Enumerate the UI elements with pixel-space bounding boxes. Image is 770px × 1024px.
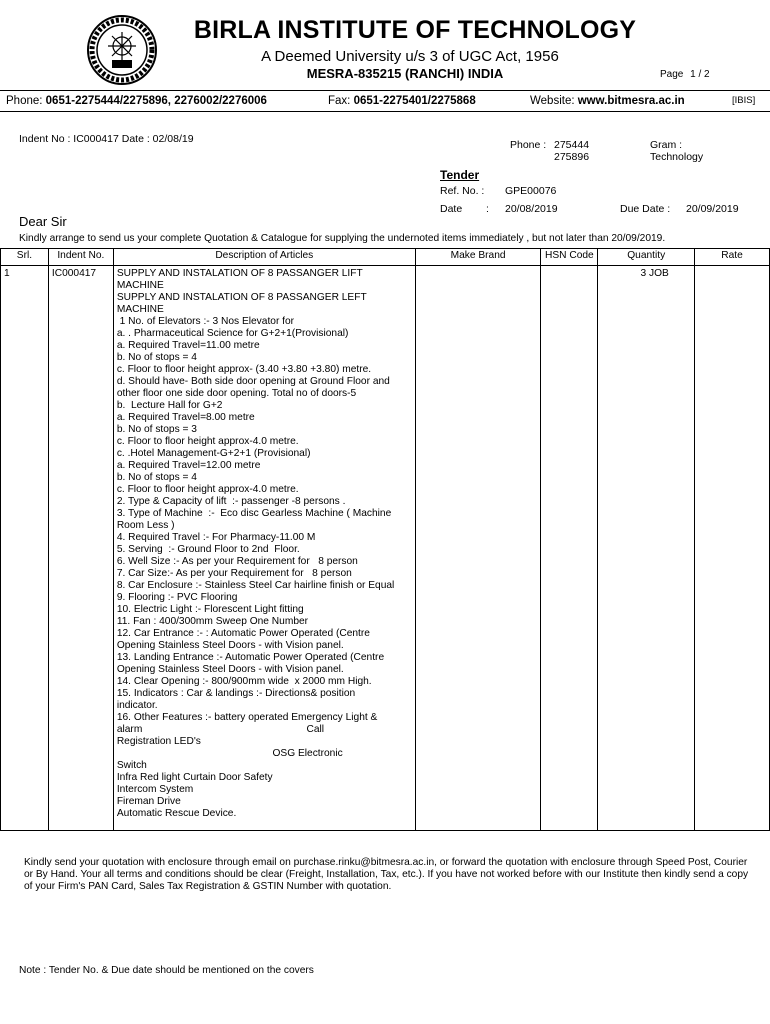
ref-value: GPE00076 — [505, 185, 557, 197]
description-line: 4. Required Travel :- For Pharmacy-11.00 M — [116, 532, 316, 543]
description-line: a. Required Travel=8.00 metre — [116, 412, 255, 423]
date-colon: : — [486, 203, 489, 215]
description-line: Automatic Rescue Device. — [116, 808, 237, 819]
col-header-hsn: HSN Code — [541, 249, 598, 266]
description-line: a. Required Travel=11.00 metre — [116, 340, 260, 351]
fax-value: 0651-2275401/2275868 — [353, 95, 476, 107]
cell-indent: IC000417 — [48, 266, 113, 831]
fax-label: Fax: — [328, 95, 351, 107]
description-line: b. No of stops = 3 — [116, 424, 197, 435]
description-line: c. Floor to floor height approx-4.0 metre. — [116, 484, 299, 495]
description-line: Infra Red light Curtain Door Safety — [116, 772, 273, 783]
description-line: Intercom System — [116, 784, 194, 795]
table-row — [1, 266, 770, 831]
description-line: 15. Indicators : Car & landings :- Directions& position — [116, 688, 356, 699]
ibis-code: [IBIS] — [732, 95, 756, 106]
description-line: 1 No. of Elevators :- 3 Nos Elevator for — [116, 316, 295, 327]
col-header-rate: Rate — [695, 249, 770, 266]
contact-bar — [0, 90, 770, 112]
description-line: 11. Fan : 400/300mm Sweep One Number — [116, 616, 309, 627]
phone-value: 0651-2275444/2275896, 2276002/2276006 — [45, 95, 267, 107]
institute-subtitle: A Deemed University u/s 3 of UGC Act, 1956 — [261, 48, 559, 65]
institute-title: BIRLA INSTITUTE OF TECHNOLOGY — [193, 16, 637, 44]
description-line: MACHINE — [116, 280, 164, 291]
description-line: 6. Well Size :- As per your Requirement for 8 person — [116, 556, 358, 567]
description-line: b. Lecture Hall for G+2 — [116, 400, 223, 411]
cell-rate — [695, 266, 770, 831]
description-line: c. .Hotel Management-G+2+1 (Provisional) — [116, 448, 311, 459]
description-line: 14. Clear Opening :- 800/900mm wide x 2000 mm High. — [116, 676, 372, 687]
description-line: Opening Stainless Steel Doors - with Vision panel. — [116, 640, 344, 651]
contact-phone-1: 275444 — [554, 139, 590, 151]
description-line: d. Should have- Both side door opening at Ground Floor and — [116, 376, 390, 387]
description-line: 2. Type & Capacity of lift :- passenger -8 persons . — [116, 496, 346, 507]
due-date-value: 20/09/2019 — [686, 203, 739, 215]
gram-value: Technology — [650, 151, 704, 163]
description-line: 13. Landing Entrance :- Automatic Power Operated (Centre — [116, 652, 385, 663]
description-line: SUPPLY AND INSTALATION OF 8 PASSANGER LIFT — [116, 268, 363, 279]
phone-block — [6, 95, 267, 107]
col-header-make-brand: Make Brand — [415, 249, 541, 266]
page-label: Page — [660, 69, 684, 80]
ref-label: Ref. No. : — [440, 185, 485, 197]
description-line: c. Floor to floor height approx-4.0 metre. — [116, 436, 299, 447]
description-line: 3. Type of Machine :- Eco disc Gearless Machine ( Machine — [116, 508, 392, 519]
description-line: b. No of stops = 4 — [116, 472, 197, 483]
description-line: SUPPLY AND INSTALATION OF 8 PASSANGER LEFT — [116, 292, 367, 303]
contact-phone-label: Phone : — [510, 139, 547, 151]
description-line: 16. Other Features :- battery operated Emergency Light & — [116, 712, 378, 723]
phone-label: Phone: — [6, 95, 43, 107]
intro-text: Kindly arrange to send us your complete Quotation & Catalogue for supplying the undernoted items immediately , but not later than 20/09/2019. — [19, 233, 666, 244]
description-line: Room Less ) — [116, 520, 175, 531]
cell-make-brand — [415, 266, 541, 831]
cell-description — [113, 266, 415, 831]
greeting: Dear Sir — [19, 214, 67, 229]
website-block — [530, 95, 685, 107]
cell-srl: 1 — [1, 266, 49, 831]
fax-block — [328, 95, 476, 107]
col-header-quantity: Quantity — [598, 249, 695, 266]
cover-note: Note : Tender No. & Due date should be mentioned on the covers — [19, 965, 314, 976]
description-line: c. Floor to floor height approx- (3.40 +3.80 +3.80) metre. — [116, 364, 372, 375]
description-line: 12. Car Entrance :- : Automatic Power Operated (Centre — [116, 628, 370, 639]
description-line: MACHINE — [116, 304, 164, 315]
description-line: other floor one side door opening. Total no of doors-5 — [116, 388, 357, 399]
tender-heading: Tender — [440, 168, 480, 182]
description-line: a. . Pharmaceutical Science for G+2+1(Provisional) — [116, 328, 349, 339]
description-line: Fireman Drive — [116, 796, 181, 807]
items-table — [0, 248, 770, 831]
description-line: indicator. — [116, 700, 158, 711]
due-date-label: Due Date : — [620, 203, 671, 215]
cell-hsn — [541, 266, 598, 831]
contact-phone-2: 275896 — [554, 151, 590, 163]
gram-label: Gram : — [650, 139, 683, 151]
table-header-row — [1, 249, 770, 266]
footer-instructions: Kindly send your quotation with enclosure through email on purchase.rinku@bitmesra.ac.in, or forward the quotation with enclosure through Speed Post, Courier or By Hand. Your all terms and conditions should be clear (Freight, Installation, Tax, etc.). If you have not worked before with our Institute then kindly send a copy of your Firm's PAN Card, Sales Tax Registration & GSTIN Number with quotation. — [24, 857, 749, 892]
description-line: alarm Call — [116, 724, 325, 735]
description-line: OSG Electronic — [116, 748, 343, 759]
description-line: a. Required Travel=12.00 metre — [116, 460, 261, 471]
website-value: www.bitmesra.ac.in — [577, 95, 685, 107]
description-line: 9. Flooring :- PVC Flooring — [116, 592, 238, 603]
cell-quantity: 3 JOB — [598, 266, 695, 831]
description-line: Opening Stainless Steel Doors - with Vision panel. — [116, 664, 344, 675]
description-line: 8. Car Enclosure :- Stainless Steel Car hairline finish or Equal — [116, 580, 395, 591]
col-header-srl: Srl. — [1, 249, 49, 266]
indent-info: Indent No : IC000417 Date : 02/08/19 — [19, 133, 194, 145]
description-line: b. No of stops = 4 — [116, 352, 197, 363]
website-label: Website: — [530, 95, 575, 107]
col-header-indent: Indent No. — [48, 249, 113, 266]
col-header-description: Description of Articles — [113, 249, 415, 266]
description-line: 7. Car Size:- As per your Requirement for 8 person — [116, 568, 352, 579]
page-value: 1 / 2 — [690, 69, 710, 80]
date-value: 20/08/2019 — [505, 203, 558, 215]
institute-address: MESRA-835215 (RANCHI) INDIA — [306, 66, 504, 81]
description-line: 10. Electric Light :- Florescent Light fitting — [116, 604, 304, 615]
description-line: Registration LED's — [116, 736, 201, 747]
description-lines — [117, 268, 412, 820]
date-label: Date — [440, 203, 463, 215]
description-line: 5. Serving :- Ground Floor to 2nd Floor. — [116, 544, 300, 555]
page-indicator — [660, 69, 714, 80]
description-line: Switch — [116, 760, 147, 771]
